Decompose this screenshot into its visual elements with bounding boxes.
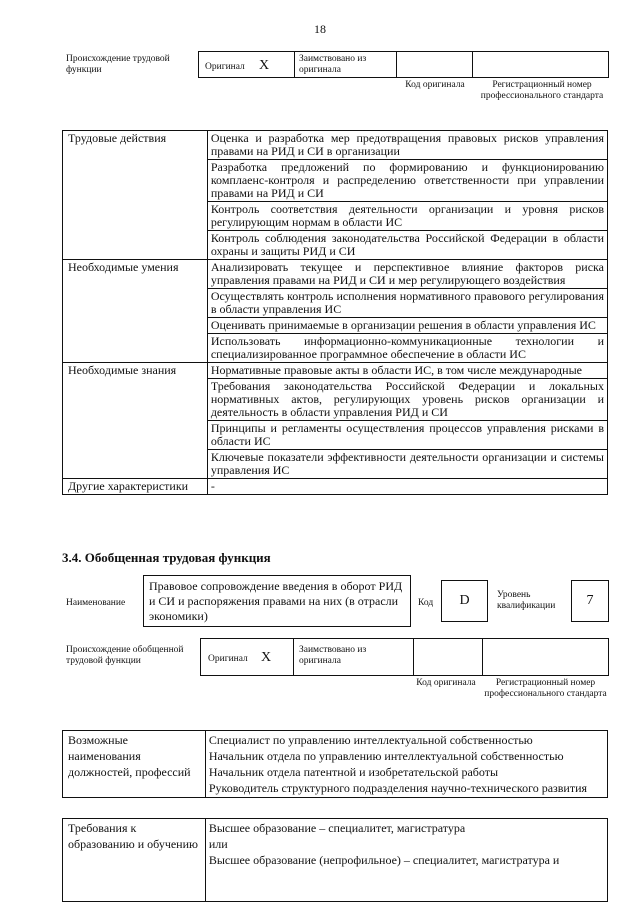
origin2-label: Происхождение обобщенной трудовой функции bbox=[66, 645, 184, 666]
row-label: Необходимые знания bbox=[63, 363, 208, 479]
list-item: Оценка и разработка мер предотвращения правовых рисков управления правами на РИД и СИ в организации bbox=[207, 131, 607, 160]
function-table bbox=[62, 130, 608, 495]
level-label: Уровень квалификации bbox=[497, 590, 556, 611]
regnum-caption: Регистрационный номер профессионального стандарта bbox=[480, 80, 604, 101]
origin-table bbox=[198, 51, 609, 78]
list-item: Использовать информационно-коммуникационные технологии и специализированное программное обеспечение в области ИС bbox=[207, 334, 607, 363]
education-table bbox=[62, 818, 608, 902]
code-caption: Код оригинала bbox=[405, 80, 465, 90]
education-clip bbox=[62, 818, 609, 905]
list-item: Руководитель структурного подразделения научно-технического развития bbox=[208, 781, 588, 795]
borrowed2-label: Заимствовано из оригинала bbox=[299, 645, 367, 666]
list-item: Начальник отдела патентной и изобретательской работы bbox=[208, 765, 499, 779]
code-label: Код bbox=[418, 598, 434, 608]
code2-caption: Код оригинала bbox=[416, 678, 476, 688]
list-item: Оценивать принимаемые в организации решения в области управления ИС bbox=[207, 318, 607, 334]
original2-mark: X bbox=[261, 650, 272, 665]
list-item: Контроль соответствия деятельности организации и уровня рисков регулирующим нормам в области ИС bbox=[207, 202, 607, 231]
level-value: 7 bbox=[571, 580, 609, 622]
list-item: Ключевые показатели эффективности деятельности организации и системы управления ИС bbox=[207, 450, 607, 479]
regnum2-caption: Регистрационный номер профессионального стандарта bbox=[484, 678, 607, 699]
education-label: Требования к образованию и обучению bbox=[63, 819, 206, 902]
origin2-table bbox=[200, 638, 609, 676]
original-label: Оригинал bbox=[205, 62, 245, 72]
education-list bbox=[205, 819, 607, 902]
positions-list bbox=[205, 731, 607, 798]
list-item: Разработка предложений по формированию и функционированию комплаенс-контроля и распределению ответственности при управлении правами на РИД и СИ bbox=[207, 160, 607, 202]
list-item: Начальник отдела по управлению интеллектуальной собственностью bbox=[208, 749, 564, 763]
row-label: Необходимые умения bbox=[63, 260, 208, 363]
list-item: - bbox=[207, 479, 607, 495]
list-item: Осуществлять контроль исполнения нормативного правового регулирования в области управления ИС bbox=[207, 289, 607, 318]
name-value: Правовое сопровождение введения в оборот РИД и СИ и распоряжения правами на них (в отрасли экономики) bbox=[143, 575, 411, 627]
name-label: Наименование bbox=[66, 598, 126, 608]
list-item: Высшее образование (непрофильное) – специалитет, магистратура и bbox=[208, 853, 560, 867]
list-item: Требования законодательства Российской Федерации и локальных нормативных актов, регулирующих уровень рисков организации и деятельность в области управления РИД и СИ bbox=[207, 379, 607, 421]
list-item: Принципы и регламенты осуществления процессов управления рисками в области ИС bbox=[207, 421, 607, 450]
list-item: Контроль соблюдения законодательства Российской Федерации в области охраны и защиты РИД и СИ bbox=[207, 231, 607, 260]
list-item: Анализировать текущее и перспективное влияние факторов риска управления правами на РИД и СИ и мер регулирующего воздействия bbox=[207, 260, 607, 289]
positions-label: Возможные наименования должностей, профессий bbox=[63, 731, 206, 798]
list-item: Специалист по управлению интеллектуальной собственностью bbox=[208, 733, 533, 747]
original-mark: X bbox=[259, 58, 270, 73]
origin-label: Происхождение трудовой функции bbox=[66, 54, 170, 75]
borrowed-label: Заимствовано из оригинала bbox=[299, 54, 367, 75]
positions-table bbox=[62, 730, 608, 798]
code-value: D bbox=[441, 580, 488, 622]
page-number: 18 bbox=[314, 22, 326, 36]
row-label: Другие характеристики bbox=[63, 479, 208, 495]
original2-label: Оригинал bbox=[208, 654, 248, 664]
list-item: Нормативные правовые акты в области ИС, в том числе международные bbox=[207, 363, 607, 379]
list-item: Высшее образование – специалитет, магистратура bbox=[208, 821, 466, 835]
row-label: Трудовые действия bbox=[63, 131, 208, 260]
list-item: или bbox=[208, 837, 228, 851]
section-heading: 3.4. Обобщенная трудовая функция bbox=[62, 550, 271, 565]
